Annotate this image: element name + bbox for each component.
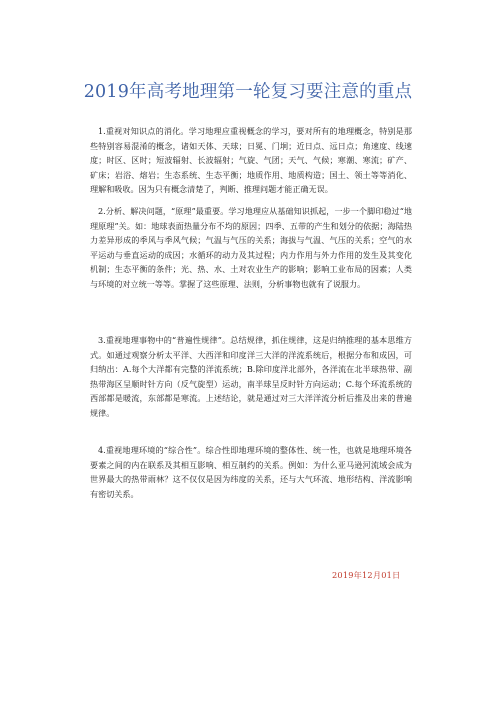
paragraph-comprehensiveness bbox=[90, 443, 412, 501]
paragraph-text: 4.重视地理环境的“综合性”。综合性即地理环境的整体性、统一性，也就是地理环境各要素之间的内在联系及其相互影响、相互制约的关系。例如：为什么亚马逊河流域会成为世界最大的热带雨林？这不仅仅是因为纬度的关系，还与大气环流、地形结构、洋流影响有密切关系。 bbox=[90, 445, 412, 499]
paragraph-text: 2.分析、解决问题，“原理”最重要。学习地理应从基础知识抓起，一步一个脚印稳过“地理原理”关。如：地球表面热量分布不均的原因；四季、五带的产生和划分的依据；海陆热力差异形成的季风与季风气候；气温与气压的关系；海拔与气温、气压的关系；空气的水平运动与垂直运动的成因；水循环的动力及其过程；内力作用与外力作用的发生及其变化机制；生态平衡的条件；光、热、水、土对农业生产的影响；影响工业布局的因素；人类与环境的对立统一等等。掌握了这些原理、法则，分析事物也就有了说服力。 bbox=[90, 206, 412, 289]
page-title: 2019年高考地理第一轮复习要注意的重点 bbox=[83, 82, 413, 102]
paragraph-concepts bbox=[90, 124, 412, 197]
paragraph-text: 3.重视地理事物中的“普遍性规律”。总结规律，抓住规律，这是归纳推理的基本思维方式。如通过观察分析太平洋、大西洋和印度洋三大洋的洋流系统后，根据分布和成因，可归纳出：A.每个大洋都有完整的洋流系统；B.除印度洋北部外，各洋流在北半球热带、副热带海区呈顺时针方向（反气旋型）运动，南半球呈反时针方向运动；C.每个环流系统的西部都是暖流，东部都是寒流。上述结论，就是通过对三大洋洋流分析后推及出来的普遍规律。 bbox=[90, 335, 412, 418]
document-date: 2019年12月01日 bbox=[332, 570, 401, 580]
paragraph-text: 1.重视对知识点的消化。学习地理应重视概念的学习，要对所有的地理概念，特别是那些特别容易混淆的概念，诸如天体、天球；日冕、门坰；近日点、远日点；角速度、线速度；时区、区时；短波辐射、长波辐射；气旋、气团；天气、气候；寒潮、寒流；矿产、矿床；岩浴、熔岩；生态系统、生态平衡；地质作用、地质构造；国土、领土等等消化、理解和吸收。因为只有概念清楚了，判断、推理问题才能正确无误。 bbox=[90, 126, 412, 195]
paragraph-general-rules bbox=[90, 333, 412, 421]
paragraph-principles bbox=[90, 204, 412, 292]
